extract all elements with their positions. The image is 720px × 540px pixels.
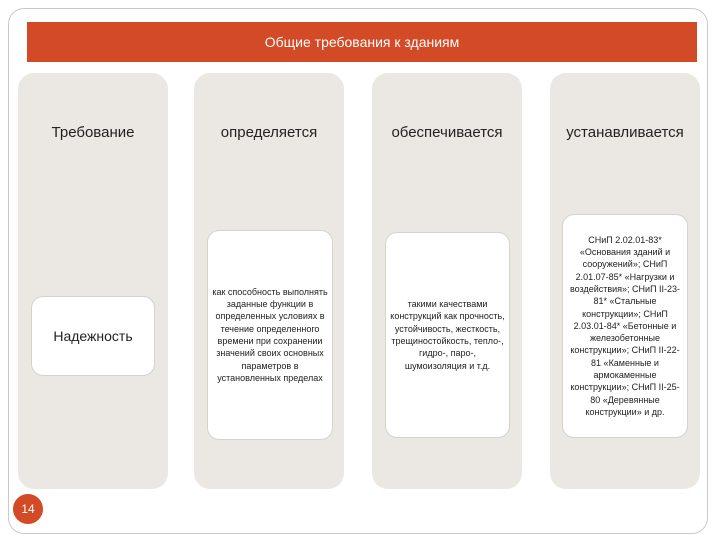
slide-title: Общие требования к зданиям	[27, 22, 697, 62]
cell-established-text: СНиП 2.02.01-83* «Основания зданий и сооружений»; СНиП 2.01.07-85* «Нагрузки и воздействия»; СНиП II-23-81* «Стальные конструкции»; СНиП 2.03.01-84* «Бетонные и железобетонные конструкции»; СНиП II-22-81 «Каменные и армокаменные конструкции»; СНиП II-25-80 «Деревянные конструкции» и др.	[569, 234, 681, 417]
header-provided: обеспечивается	[391, 124, 503, 141]
page-number: 14	[13, 494, 43, 524]
header-defined: определяется	[220, 124, 318, 141]
cell-established	[562, 214, 688, 438]
cell-defined	[207, 230, 333, 440]
header-established: устанавливается	[566, 124, 684, 141]
cell-defined-text: как способность выполнять заданные функции в определенных условиях в течение определенного времени при сохранении значений своих основных параметров в установленных пределах	[212, 286, 328, 383]
cell-provided-text: такими качествами конструкций как прочность, устойчивость, жесткость, трещиностойкость, тепло-, гидро-, паро-, шумоизоляция и т.д.	[390, 299, 505, 371]
cell-requirement-text: Надежность	[53, 328, 133, 344]
header-requirement: Требование	[51, 124, 135, 141]
cell-provided	[385, 232, 510, 438]
cell-requirement	[31, 296, 155, 376]
